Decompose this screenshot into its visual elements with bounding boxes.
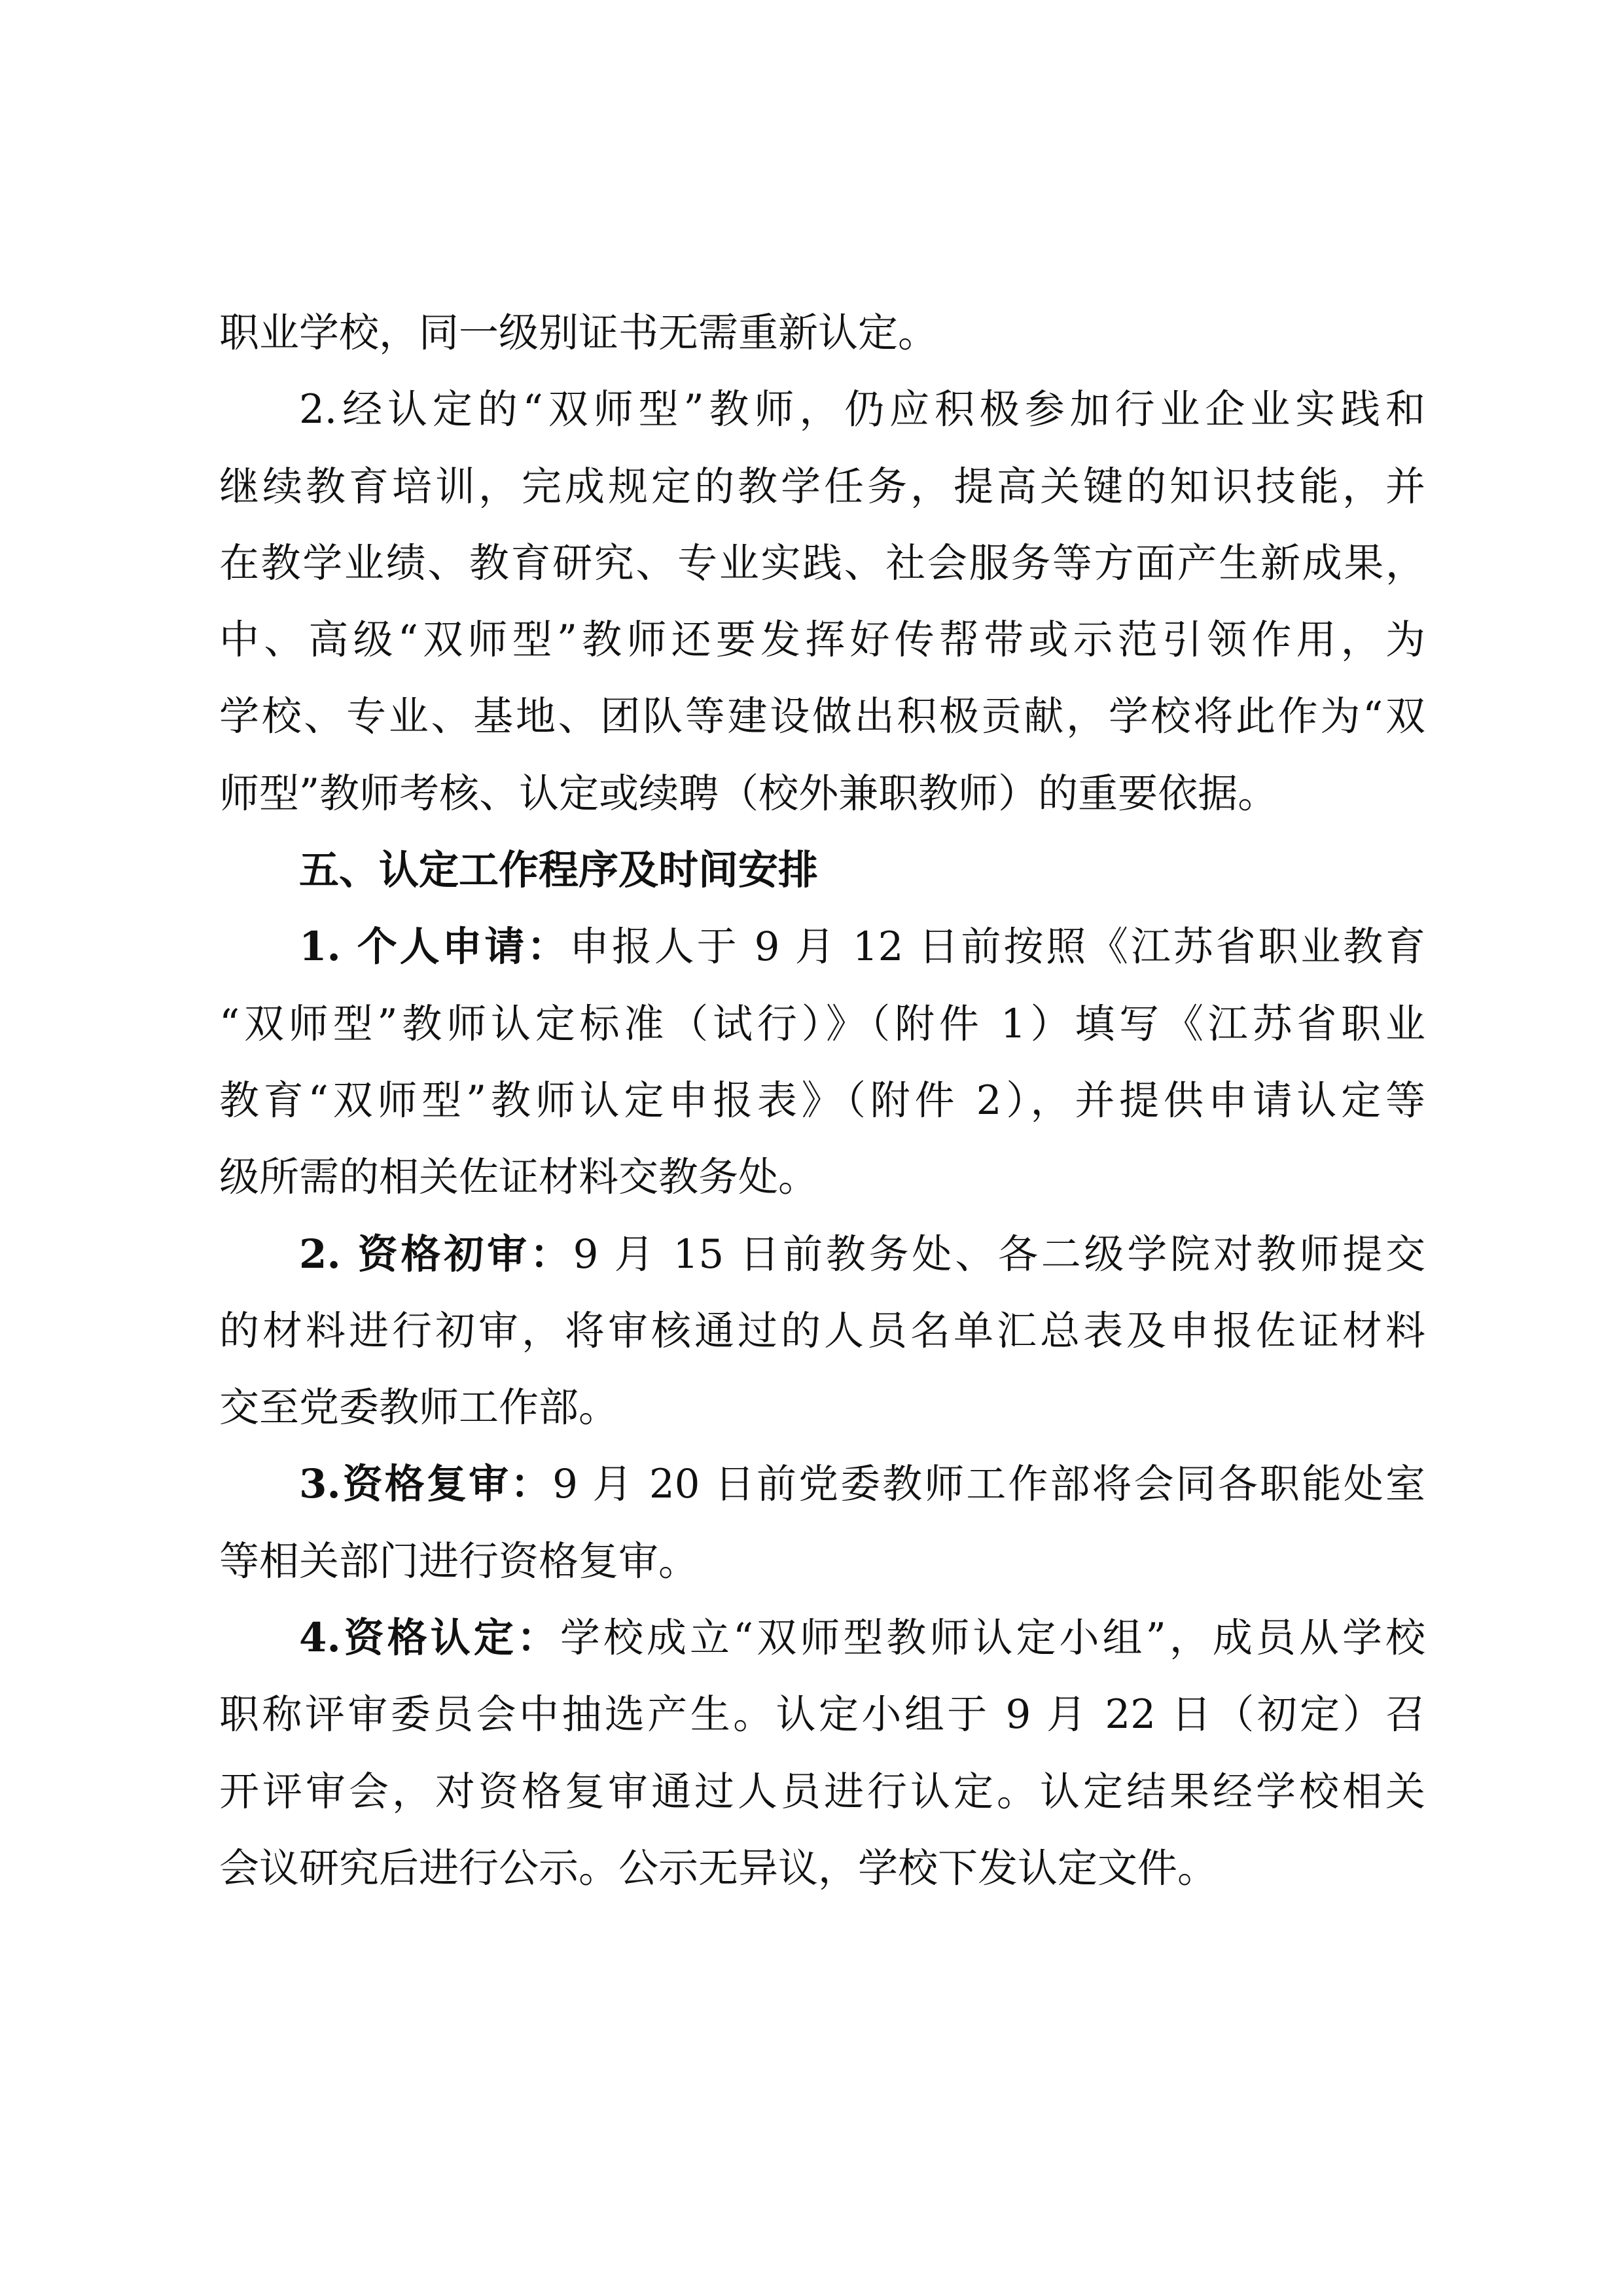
step-label: 4.资格认定： [299,1615,560,1662]
line-text: 在教学业绩、教育研究、专业实践、社会服务等方面产生新成果， [219,539,1425,586]
line-text: 继续教育培训，完成规定的教学任务，提高关键的知识技能，并 [219,463,1425,510]
paragraph-line [219,1830,1425,1907]
line-text: 9 月 15 日前教务处、各二级学院对教师提交 [573,1230,1425,1278]
paragraph-line [219,1753,1425,1830]
paragraph-line [219,908,1425,985]
paragraph-line [219,1523,1425,1600]
paragraph-line [219,525,1425,601]
paragraph-line [219,1139,1425,1215]
line-text: 会议研究后进行公示。公示无异议，学校下发认定文件。 [219,1844,1218,1892]
paragraph-line [219,1446,1425,1522]
line-text: 学校成立“双师型教师认定小组”，成员从学校 [560,1615,1425,1662]
line-text: 等相关部门进行资格复审。 [219,1537,699,1585]
paragraph-line [219,448,1425,525]
line-text: 级所需的相关佐证材料交教务处。 [219,1154,819,1201]
line-text: 职称评审委员会中抽选产生。认定小组于 9 月 22 日（初定）召 [219,1691,1425,1738]
paragraph-line [219,1600,1425,1676]
line-text: 学校、专业、基地、团队等建设做出积极贡献，学校将此作为“双 [219,693,1425,740]
line-text: “双师型”教师认定标准（试行）》（附件 1）填写《江苏省职业 [219,1000,1425,1047]
line-text: 开评审会，对资格复审通过人员进行认定。认定结果经学校相关 [219,1768,1425,1815]
paragraph-line [219,1216,1425,1293]
line-text: 申报人于 9 月 12 日前按照《江苏省职业教育 [569,924,1425,971]
paragraph-line [219,1062,1425,1139]
paragraph-line [219,371,1425,448]
line-text: 职业学校，同一级别证书无需重新认定。 [219,310,938,356]
document-body [219,295,1425,1907]
step-label: 2. 资格初审： [299,1230,573,1278]
paragraph-line [219,295,1425,371]
line-text: 师型”教师考核、认定或续聘（校外兼职教师）的重要依据。 [219,770,1278,817]
line-text: 教育“双师型”教师认定申报表》（附件 2），并提供申请认定等 [219,1077,1425,1124]
paragraph-line [219,986,1425,1062]
step-label: 3.资格复审： [299,1461,553,1508]
paragraph-line [219,755,1425,832]
line-text: 的材料进行初审，将审核通过的人员名单汇总表及申报佐证材料 [219,1307,1425,1354]
paragraph-line [219,1369,1425,1446]
paragraph-line [219,1293,1425,1369]
line-text: 交至党委教师工作部。 [219,1384,619,1431]
line-text: 2.经认定的“双师型”教师，仍应积极参加行业企业实践和 [299,386,1425,433]
line-text: 9 月 20 日前党委教师工作部将会同各职能处室 [552,1461,1425,1508]
paragraph-line [219,601,1425,678]
section-heading-text: 五、认定工作程序及时间安排 [299,847,819,894]
line-text: 中、高级“双师型”教师还要发挥好传帮带或示范引领作用，为 [219,617,1425,664]
section-heading [219,832,1425,908]
step-label: 1. 个人申请： [299,924,570,971]
paragraph-line [219,1676,1425,1753]
paragraph-line [219,678,1425,755]
